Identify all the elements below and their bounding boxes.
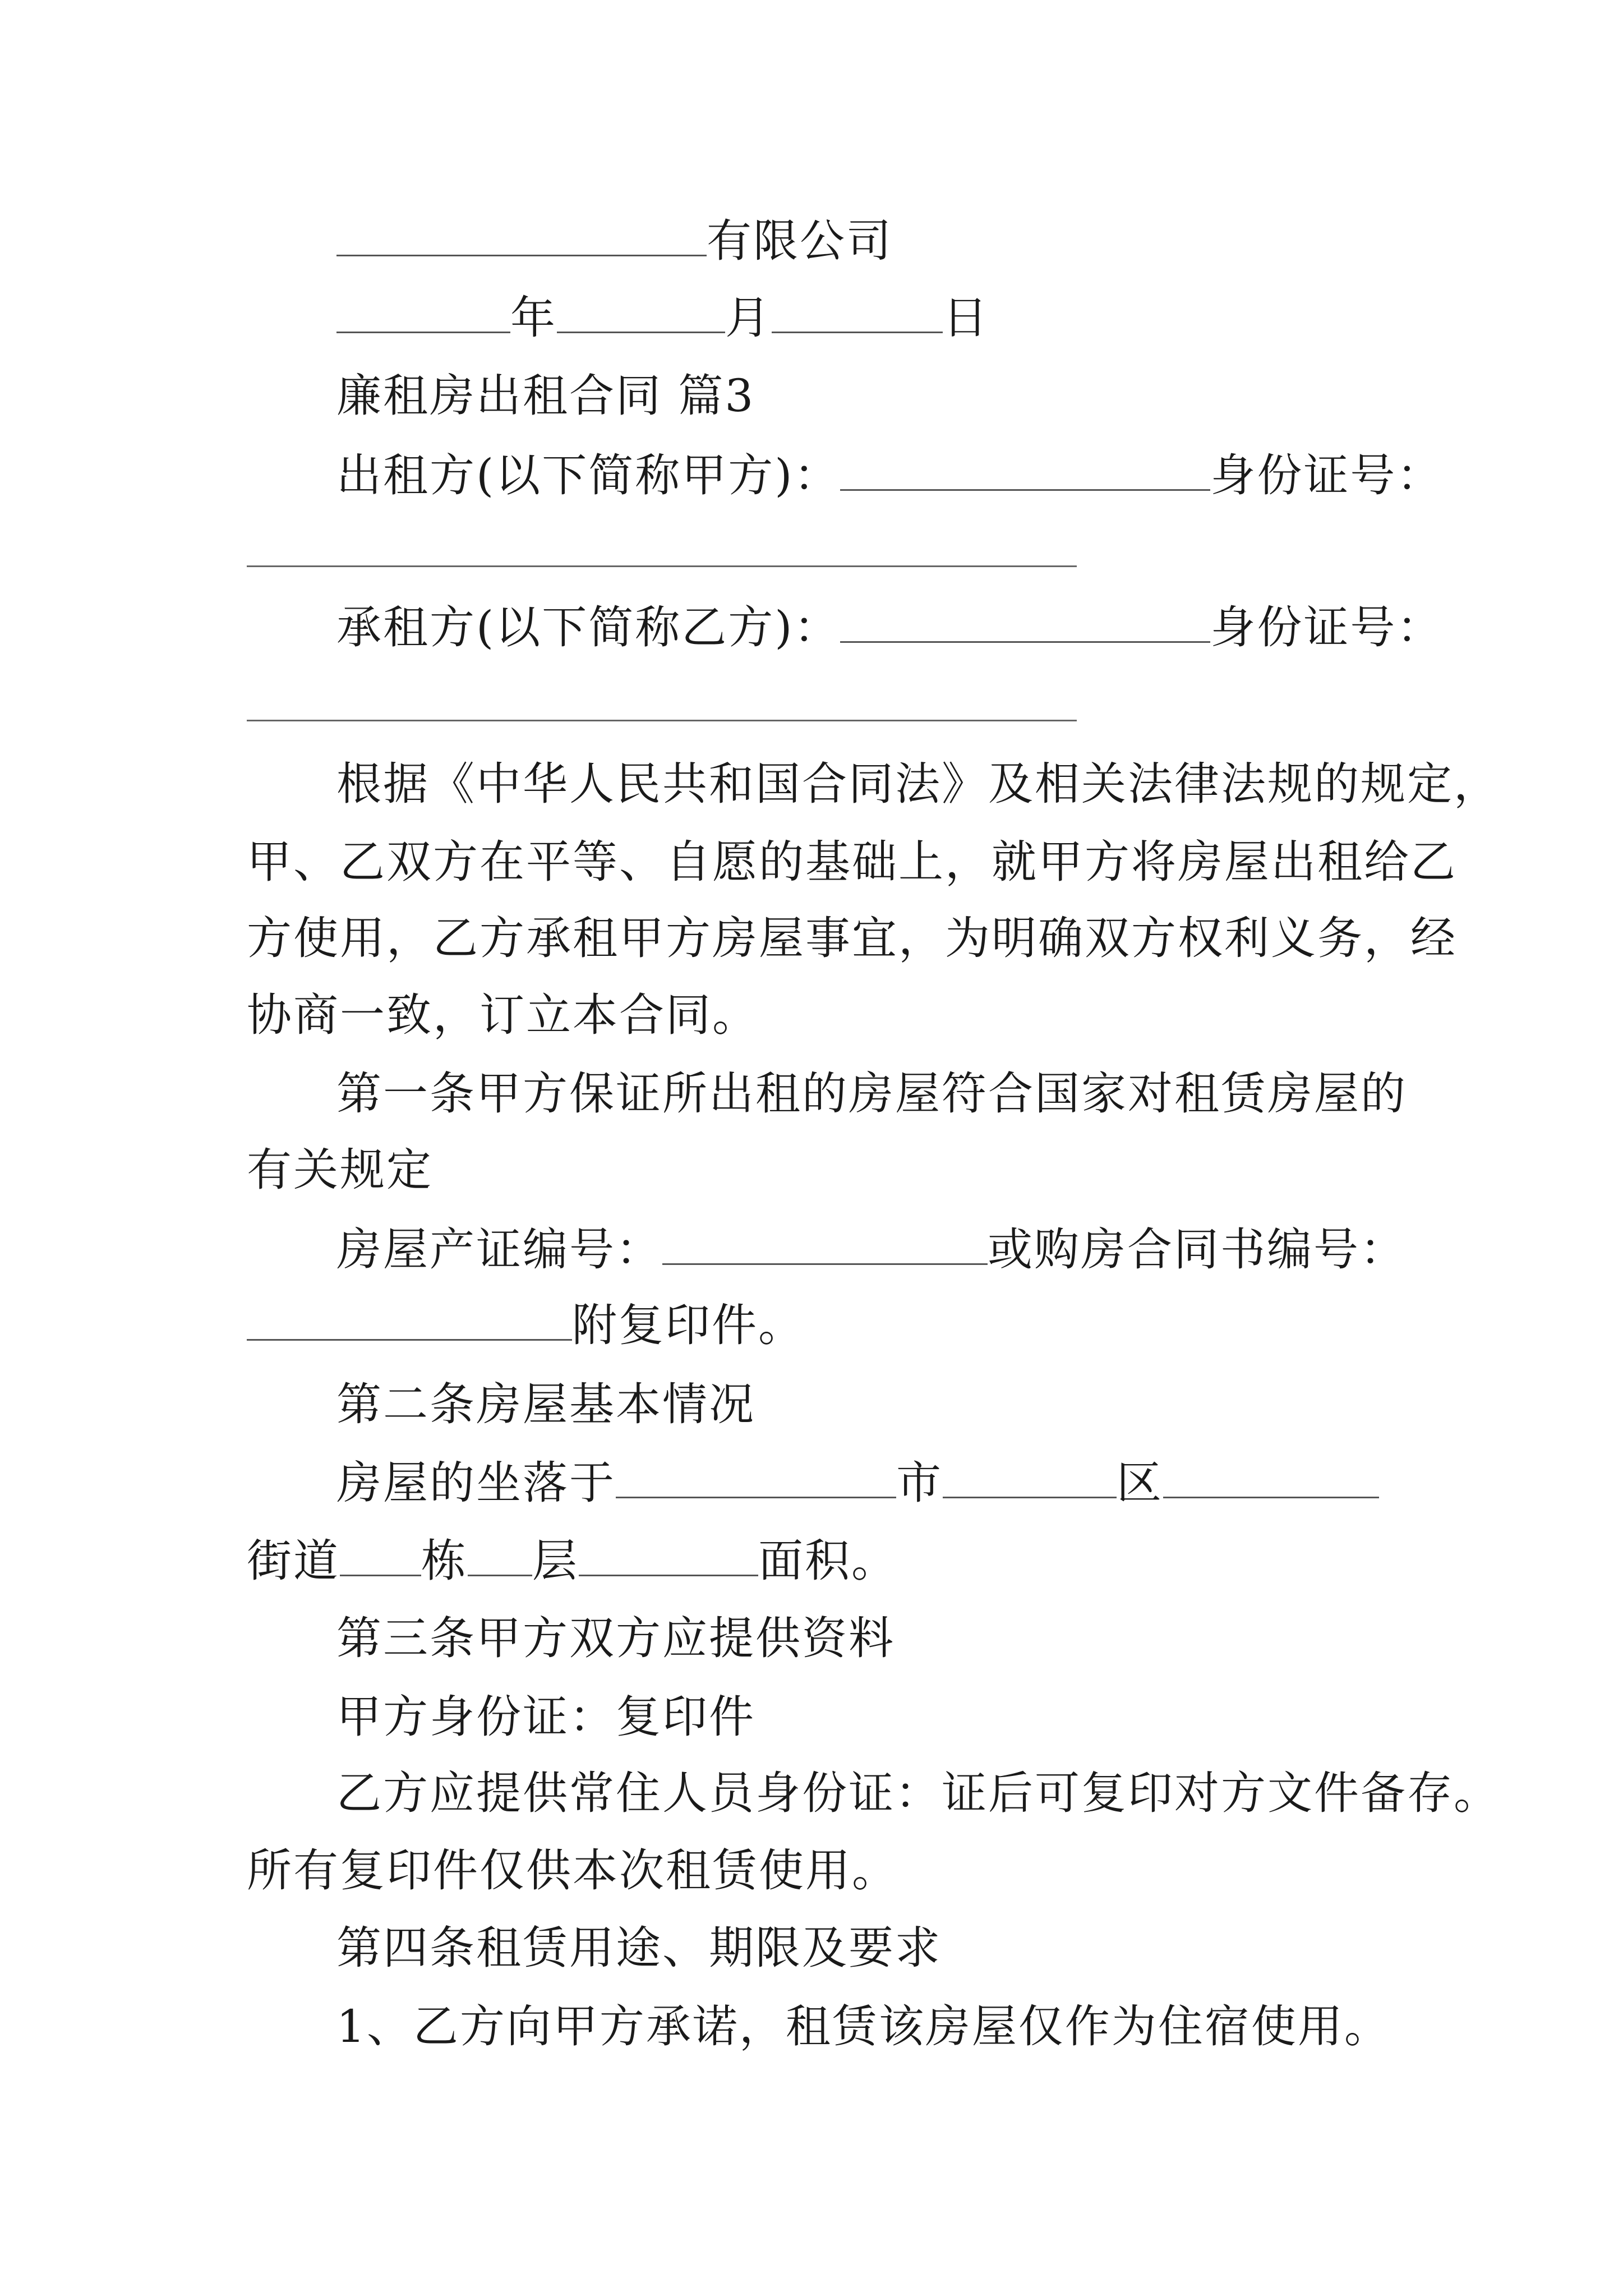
article-1: 第一条甲方保证所出租的房屋符合国家对租赁房屋的 (336, 1068, 1407, 1120)
company-line (0, 202, 1623, 280)
building-label: 栋 (421, 1535, 468, 1587)
city-blank (943, 1457, 1117, 1498)
lessee-line (0, 588, 1623, 667)
date-line (0, 279, 1623, 357)
preamble-line: 甲、乙双方在平等、自愿的基础上，就甲方将房屋出租给乙 (247, 836, 1457, 888)
party-b-docs: 乙方应提供常住人员身份证：证后可复印对方文件备存。 (336, 1767, 1500, 1819)
street-blank (340, 1535, 421, 1576)
article-3: 第三条甲方双方应提供资料 (336, 1612, 895, 1664)
contract-no-blank (247, 1300, 572, 1341)
year-label: 年 (510, 292, 557, 344)
company-name-blank (336, 215, 707, 256)
lessee-label: 承租方(以下简称乙方)： (336, 601, 841, 654)
article-1-cont: 有关规定 (247, 1144, 433, 1196)
preamble-line: 协商一致，订立本合同。 (247, 989, 759, 1041)
section-title: 廉租房出租合同 篇3 (336, 370, 755, 422)
lessee-id-label: 身份证号： (1210, 601, 1444, 654)
lessee-name-blank (840, 602, 1210, 643)
location-prefix: 房屋的坐落于 (336, 1457, 616, 1509)
lessor-label: 出租方(以下简称甲方)： (336, 449, 841, 501)
lessor-line (0, 436, 1623, 515)
location-blank (616, 1457, 896, 1498)
day-blank (772, 292, 943, 333)
floor-label: 层 (532, 1535, 579, 1587)
lessor-name-blank (840, 450, 1210, 491)
location-line-2 (0, 1522, 1623, 1600)
article-4: 第四条租赁用途、期限及要求 (336, 1922, 942, 1974)
year-blank (336, 292, 510, 333)
company-suffix: 有限公司 (707, 215, 893, 267)
preamble-line: 方使用，乙方承租甲方房屋事宜，为明确双方权利义务，经 (247, 912, 1457, 964)
street-label: 街道 (247, 1535, 340, 1587)
copy-note: 附复印件。 (572, 1299, 805, 1351)
floor-blank (579, 1535, 758, 1576)
preamble-line: 根据《中华人民共和国合同法》及相关法律法规的规定， (336, 758, 1500, 810)
district-blank (1163, 1457, 1379, 1498)
district-label: 区 (1117, 1457, 1163, 1509)
lessor-id-label: 身份证号： (1210, 449, 1444, 501)
party-a-docs: 甲方身份证：复印件 (336, 1691, 755, 1743)
cert-label: 房屋产证编号： (336, 1223, 662, 1276)
month-label: 月 (725, 292, 772, 344)
cert-blank (662, 1224, 988, 1265)
clause-4-1: 1、乙方向甲方承诺，租赁该房屋仅作为住宿使用。 (336, 2000, 1391, 2053)
copy-line (0, 1286, 1623, 1365)
article-2: 第二条房屋基本情况 (336, 1378, 755, 1430)
lessee-id-rule (247, 720, 1077, 721)
cert-line (0, 1211, 1623, 1289)
location-line (0, 1444, 1623, 1522)
party-b-docs-cont: 所有复印件仅供本次租赁使用。 (247, 1844, 898, 1897)
day-label: 日 (943, 292, 989, 344)
contract-no-label: 或购房合同书编号： (988, 1223, 1407, 1276)
building-blank (468, 1535, 532, 1576)
month-blank (557, 292, 725, 333)
area-label: 面积。 (758, 1535, 898, 1587)
city-label: 市 (896, 1457, 943, 1509)
lessor-id-rule (247, 565, 1077, 567)
